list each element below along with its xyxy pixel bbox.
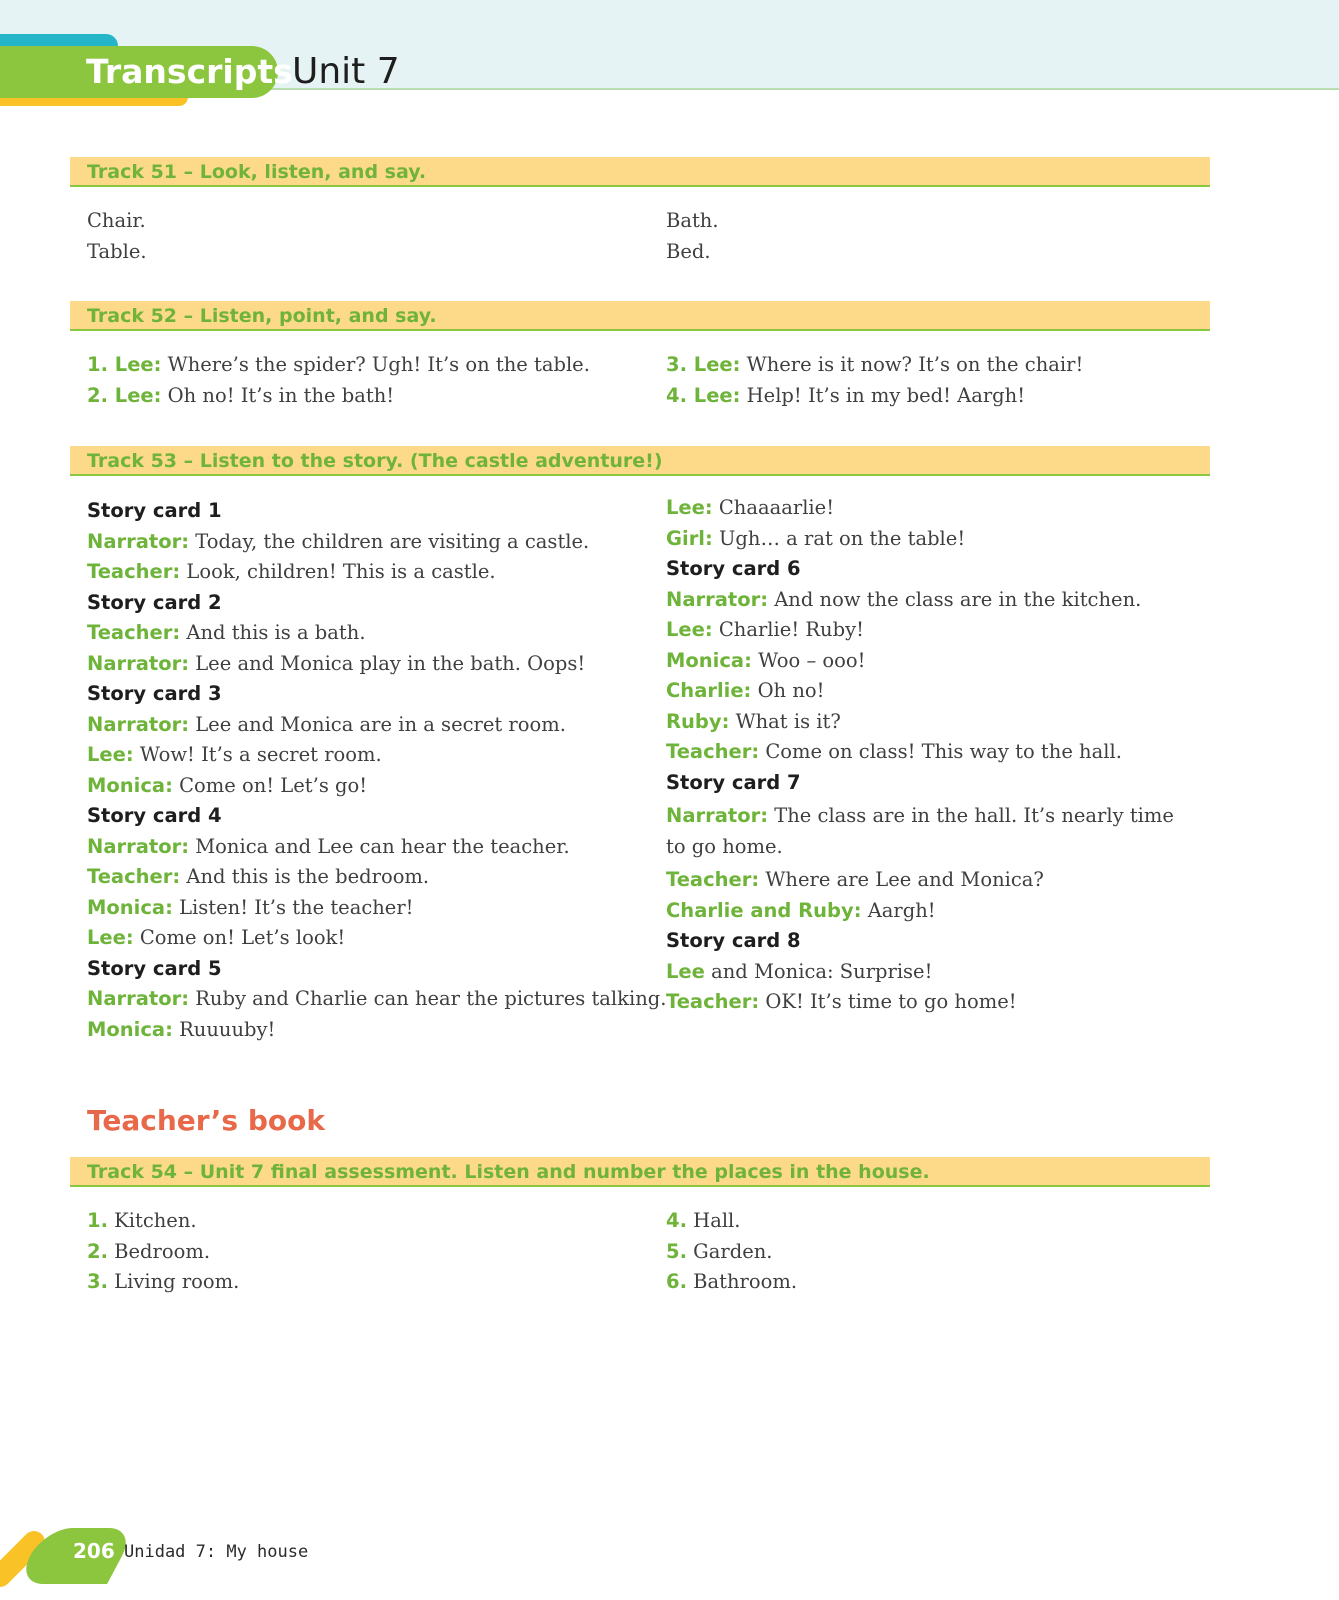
word-line: Bath. <box>666 209 719 232</box>
speaker-label: Narrator: <box>666 804 769 827</box>
speaker-label: 2. Lee: <box>87 383 162 407</box>
transcript-line <box>87 832 666 863</box>
track-52-left <box>87 350 590 411</box>
line-text: Ruby and Charlie can hear the pictures talking. <box>189 987 667 1010</box>
transcript-line <box>666 676 1186 707</box>
track-53-left <box>87 496 666 1045</box>
track-53-bar <box>70 446 1210 476</box>
transcript-line <box>666 896 1186 927</box>
line-text: What is it? <box>729 709 841 733</box>
speaker-label: Teacher: <box>87 560 181 583</box>
track-51-right <box>666 206 719 267</box>
speaker-label: Narrator: <box>87 529 190 553</box>
word-line: Chair. <box>87 209 146 232</box>
track-54-left <box>87 1206 239 1298</box>
speaker-label: Monica: <box>666 648 752 672</box>
item-text: Bedroom. <box>107 1239 211 1263</box>
line-text: Help! It’s in my bed! Aargh! <box>740 383 1026 407</box>
line-text: The class are in the hall. It’s nearly time to go home. <box>666 804 1174 858</box>
transcript-line <box>87 710 666 741</box>
story-card-heading: Story card 3 <box>87 682 222 705</box>
track-53-title: Track 53 – Listen to the story. (The castle adventure!) <box>87 450 663 472</box>
numbered-item <box>666 1206 797 1237</box>
section-title: Transcripts <box>86 52 293 91</box>
transcript-line <box>666 987 1186 1018</box>
transcript-line <box>87 740 666 771</box>
line-text: Charlie! Ruby! <box>712 618 864 641</box>
speaker-label: 4. Lee: <box>666 383 741 407</box>
line-text: OK! It’s time to go home! <box>759 990 1017 1013</box>
line-text: Wow! It’s a secret room. <box>133 743 382 766</box>
speaker-label: Teacher: <box>87 865 181 888</box>
numbered-item <box>666 1267 797 1298</box>
story-card-heading: Story card 2 <box>87 590 222 614</box>
track-54-title: Track 54 – Unit 7 final assessment. Listen and number the places in the house. <box>87 1161 930 1183</box>
transcript-line <box>666 381 1083 412</box>
speaker-label: Lee: <box>87 926 134 949</box>
track-52-bar <box>70 301 1210 331</box>
transcript-line <box>87 649 666 680</box>
transcript-line <box>87 984 666 1015</box>
line-text: Come on class! This way to the hall. <box>759 740 1122 763</box>
speaker-label: Teacher: <box>666 740 760 763</box>
line-text: Woo – ooo! <box>751 648 866 672</box>
track-53-right <box>666 493 1186 1018</box>
item-text: Living room. <box>107 1270 240 1293</box>
story-card-heading: Story card 7 <box>666 770 801 794</box>
numbered-item <box>87 1267 239 1298</box>
transcript-line <box>666 493 1186 524</box>
speaker-label: Charlie and Ruby: <box>666 898 862 922</box>
item-text: Bathroom. <box>686 1270 798 1293</box>
story-card-heading: Story card 8 <box>666 929 801 952</box>
transcript-line <box>87 923 666 954</box>
speaker-label: Narrator: <box>87 712 190 736</box>
track-51-bar <box>70 157 1210 187</box>
line-text: Chaaaarlie! <box>712 496 835 519</box>
transcript-line <box>666 957 1186 988</box>
speaker-label: Narrator: <box>87 651 190 675</box>
line-text: Where is it now? It’s on the chair! <box>740 353 1084 376</box>
line-text: Look, children! This is a castle. <box>180 560 496 583</box>
speaker-label: Lee <box>666 959 705 983</box>
line-text: Come on! Let’s look! <box>133 926 346 949</box>
item-number: 3. <box>87 1270 108 1293</box>
speaker-label: Teacher: <box>87 621 181 644</box>
speaker-label: Narrator: <box>666 587 769 611</box>
line-text: and Monica: Surprise! <box>704 959 933 983</box>
item-text: Hall. <box>686 1209 741 1232</box>
item-number: 2. <box>87 1239 108 1263</box>
transcript-line <box>87 350 590 381</box>
speaker-label: Lee: <box>666 618 713 641</box>
transcript-line <box>666 798 1186 865</box>
transcript-line <box>666 865 1186 896</box>
unit-title: Unit 7 <box>292 51 400 92</box>
transcript-line <box>87 527 666 558</box>
item-number: 1. <box>87 1209 108 1232</box>
item-number: 4. <box>666 1209 687 1232</box>
speaker-label: Teacher: <box>666 990 760 1013</box>
speaker-label: Lee: <box>87 743 134 766</box>
teachers-book-heading: Teacher’s book <box>87 1104 325 1137</box>
transcript-line <box>87 618 666 649</box>
transcript-line <box>87 1015 666 1046</box>
story-card-heading: Story card 5 <box>87 956 222 980</box>
story-card-heading: Story card 4 <box>87 804 222 827</box>
line-text: Where’s the spider? Ugh! It’s on the table. <box>161 353 590 376</box>
line-text: Today, the children are visiting a castle. <box>189 529 590 553</box>
header-rule <box>270 88 1339 90</box>
transcript-line <box>87 381 590 412</box>
line-text: Aargh! <box>861 898 936 922</box>
speaker-label: Teacher: <box>666 868 760 891</box>
speaker-label: Girl: <box>666 526 713 550</box>
transcript-line <box>87 557 666 588</box>
line-text: Oh no! <box>751 679 825 702</box>
transcript-line <box>666 737 1186 768</box>
line-text: Oh no! It’s in the bath! <box>161 383 395 407</box>
track-54-right <box>666 1206 797 1298</box>
line-text: And this is a bath. <box>180 621 366 644</box>
transcript-line <box>87 862 666 893</box>
speaker-label: Monica: <box>87 895 173 919</box>
item-text: Garden. <box>686 1239 773 1263</box>
footer-text: Unidad 7: My house <box>124 1542 309 1562</box>
page-number: 206 <box>73 1539 115 1563</box>
story-card-heading: Story card 6 <box>666 557 801 580</box>
transcript-line <box>87 771 666 802</box>
speaker-label: 3. Lee: <box>666 353 741 376</box>
transcript-line <box>666 646 1186 677</box>
item-number: 5. <box>666 1239 687 1263</box>
line-text: And now the class are in the kitchen. <box>768 587 1142 611</box>
line-text: Listen! It’s the teacher! <box>172 895 414 919</box>
transcript-line <box>666 615 1186 646</box>
speaker-label: Charlie: <box>666 679 752 702</box>
line-text: Lee and Monica play in the bath. Oops! <box>189 651 586 675</box>
speaker-label: Narrator: <box>87 834 190 858</box>
track-51-left <box>87 206 147 267</box>
speaker-label: Monica: <box>87 773 173 797</box>
item-text: Kitchen. <box>107 1209 197 1232</box>
track-52-right <box>666 350 1083 411</box>
line-text: Ugh… a rat on the table! <box>712 526 966 550</box>
word-line: Bed. <box>666 239 711 263</box>
speaker-label: Narrator: <box>87 987 190 1010</box>
speaker-label: Lee: <box>666 496 713 519</box>
numbered-item <box>87 1206 239 1237</box>
numbered-item <box>666 1237 797 1268</box>
speaker-label: 1. Lee: <box>87 353 162 376</box>
track-54-bar <box>70 1157 1210 1187</box>
transcript-line <box>666 350 1083 381</box>
transcript-line <box>666 707 1186 738</box>
transcript-line <box>87 893 666 924</box>
numbered-item <box>87 1237 239 1268</box>
track-51-title: Track 51 – Look, listen, and say. <box>87 161 427 183</box>
line-text: Lee and Monica are in a secret room. <box>189 712 566 736</box>
transcript-line <box>666 524 1186 555</box>
track-52-title: Track 52 – Listen, point, and say. <box>87 305 437 327</box>
line-text: Ruuuuby! <box>172 1017 276 1041</box>
transcript-line <box>666 585 1186 616</box>
item-number: 6. <box>666 1270 687 1293</box>
speaker-label: Monica: <box>87 1017 173 1041</box>
line-text: Where are Lee and Monica? <box>759 868 1044 891</box>
word-line: Table. <box>87 239 147 263</box>
line-text: Monica and Lee can hear the teacher. <box>189 834 570 858</box>
line-text: Come on! Let’s go! <box>172 773 368 797</box>
speaker-label: Ruby: <box>666 709 730 733</box>
line-text: And this is the bedroom. <box>180 865 430 888</box>
story-card-heading: Story card 1 <box>87 499 222 522</box>
